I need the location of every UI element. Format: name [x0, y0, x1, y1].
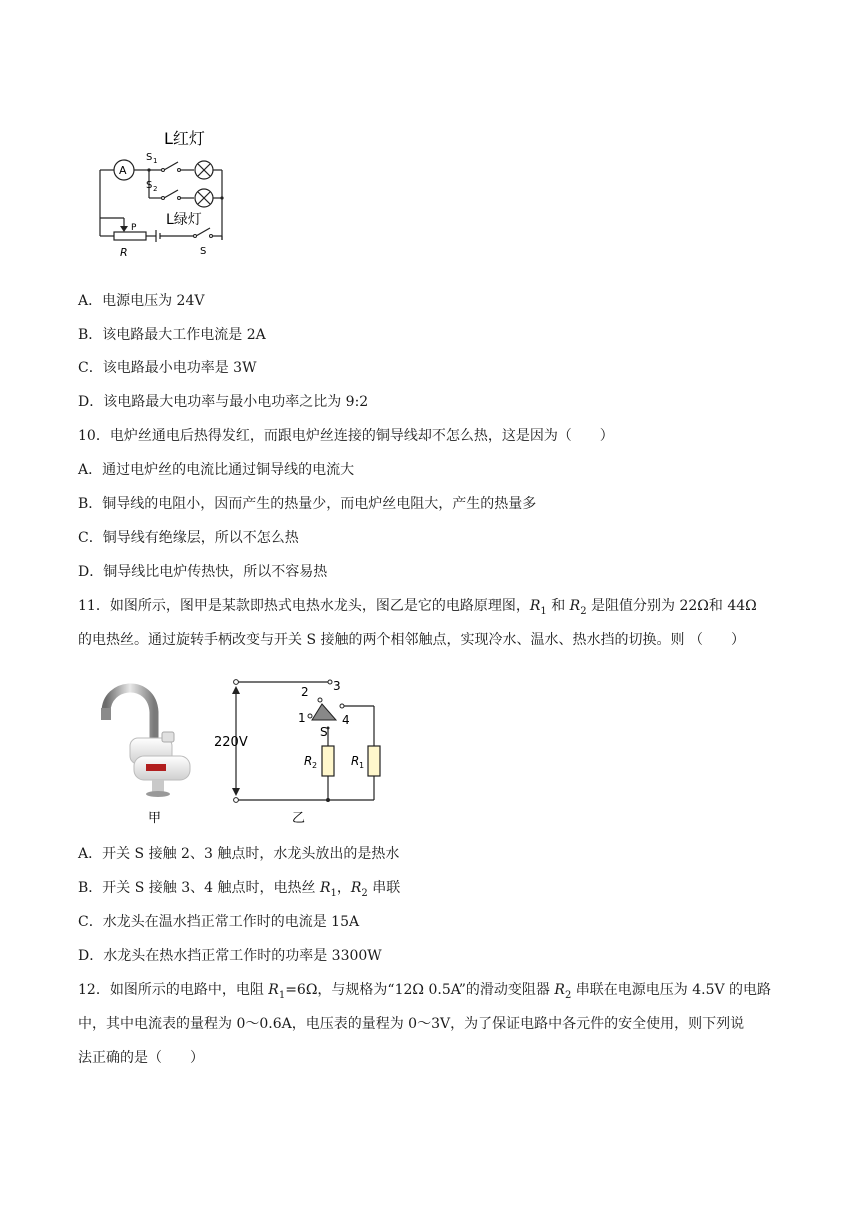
r1-label: R — [351, 754, 360, 768]
q12-stem-line2: 中，其中电流表的量程为 0～0.6A，电压表的量程为 0～3V，为了保证电路中各元件的安全使用，则下列说 — [78, 1016, 745, 1032]
q11-r1-var: R — [529, 598, 541, 614]
faucet-figure-jia — [88, 672, 198, 824]
r2-subscript: 2 — [312, 761, 318, 770]
q11-option-b-r2-sub: 2 — [361, 887, 368, 899]
circuit-diagram-faucet-yi — [212, 672, 392, 828]
circuit-diagram-svg — [94, 118, 244, 263]
s1-subscript: 1 — [153, 157, 158, 165]
s2-label: S — [146, 180, 153, 191]
faucet-illustration — [88, 672, 198, 824]
q11-r1-sub: 1 — [540, 605, 547, 617]
q10-option-c: C．铜导线有绝缘层，所以不怎么热 — [78, 530, 299, 546]
q11-option-b-r1: R — [319, 880, 331, 896]
green-lamp-label: L绿灯 — [166, 212, 202, 228]
q9-option-d: D．该电路最大电功率与最小电功率之比为 9:2 — [78, 394, 369, 410]
s1-label: S — [146, 152, 153, 163]
q12-r2-sub: 2 — [564, 989, 572, 1001]
slider-p-label: P — [131, 223, 137, 233]
q11-option-b-part2: 串联 — [367, 880, 401, 896]
q11-option-b-part1: B．开关 S 接触 3、4 触点时，电热丝 — [78, 880, 320, 896]
q11-r2-var: R — [569, 598, 581, 614]
fig-yi-caption: 乙 — [292, 811, 306, 826]
q12-stem-line3: 法正确的是（ ） — [78, 1050, 204, 1066]
q11-stem-line1 — [78, 596, 757, 622]
fig-jia-caption: 甲 — [148, 811, 162, 824]
circuit-diagram-traffic-light — [94, 118, 244, 263]
q11-r2-sub: 2 — [580, 605, 587, 617]
q9-option-c: C．该电路最小电功率是 3W — [78, 360, 257, 376]
q11-option-b-comma: ， — [336, 880, 351, 896]
q12-part1: 12．如图所示的电路中，电阻 — [78, 982, 269, 998]
red-lamp-label: L红灯 — [164, 129, 205, 148]
q10-option-d: D．铜导线比电炉传热快，所以不容易热 — [78, 564, 328, 580]
q10-option-b: B．铜导线的电阻小，因而产生的热量少，而电炉丝电阻大，产生的热量多 — [78, 496, 537, 512]
switch-s-label: S — [200, 246, 207, 257]
q12-r1-var: R — [268, 982, 279, 998]
ammeter-label: A — [119, 164, 127, 177]
contact-4-label: 4 — [342, 713, 350, 727]
q9-option-a: A．电源电压为 24V — [78, 293, 205, 309]
faucet-circuit-svg — [212, 672, 392, 828]
contact-3-label: 3 — [333, 679, 341, 693]
contact-1-label: 1 — [298, 711, 306, 725]
q11-option-c: C．水龙头在温水挡正常工作时的电流是 15A — [78, 914, 360, 930]
q11-stem-part1: 11．如图所示，图甲是某款即热式电热水龙头，图乙是它的电路原理图， — [78, 598, 530, 614]
q12-part3: 串联在电源电压为 4.5V 的电路 — [571, 982, 772, 998]
q11-option-b-r1-sub: 1 — [330, 887, 337, 899]
switch-s-label: S — [320, 725, 328, 739]
voltage-label: 220V — [214, 735, 248, 750]
r1-subscript: 1 — [359, 761, 365, 770]
q11-option-a: A．开关 S 接触 2、3 触点时，水龙头放出的是热水 — [78, 846, 400, 862]
q12-part2: =6Ω，与规格为“12Ω 0.5A”的滑动变阻器 — [285, 982, 555, 998]
q12-r2-var: R — [554, 982, 565, 998]
rheostat-r-label: R — [120, 246, 128, 259]
q11-stem-part2: 是阻值分别为 22Ω和 44Ω — [586, 598, 757, 614]
q11-option-b-r2: R — [350, 880, 362, 896]
q11-stem-line2: 的电热丝。通过旋转手柄改变与开关 S 接触的两个相邻触点，实现冷水、温水、热水挡的切换。则 （ ） — [78, 632, 745, 648]
s2-subscript: 2 — [153, 185, 158, 193]
q10-stem: 10．电炉丝通电后热得发红，而跟电炉丝连接的铜导线却不怎么热，这是因为（ ） — [78, 428, 614, 444]
q11-and: 和 — [546, 598, 570, 614]
q12-stem-line1 — [78, 980, 771, 1006]
q9-option-b: B．该电路最大工作电流是 2A — [78, 327, 266, 343]
r2-label: R — [304, 754, 313, 768]
contact-2-label: 2 — [301, 685, 309, 699]
q11-option-d: D．水龙头在热水挡正常工作时的功率是 3300W — [78, 948, 382, 964]
q11-option-b — [78, 878, 400, 904]
q12-r1-sub: 1 — [278, 989, 286, 1001]
q10-option-a: A．通过电炉丝的电流比通过铜导线的电流大 — [78, 462, 355, 478]
